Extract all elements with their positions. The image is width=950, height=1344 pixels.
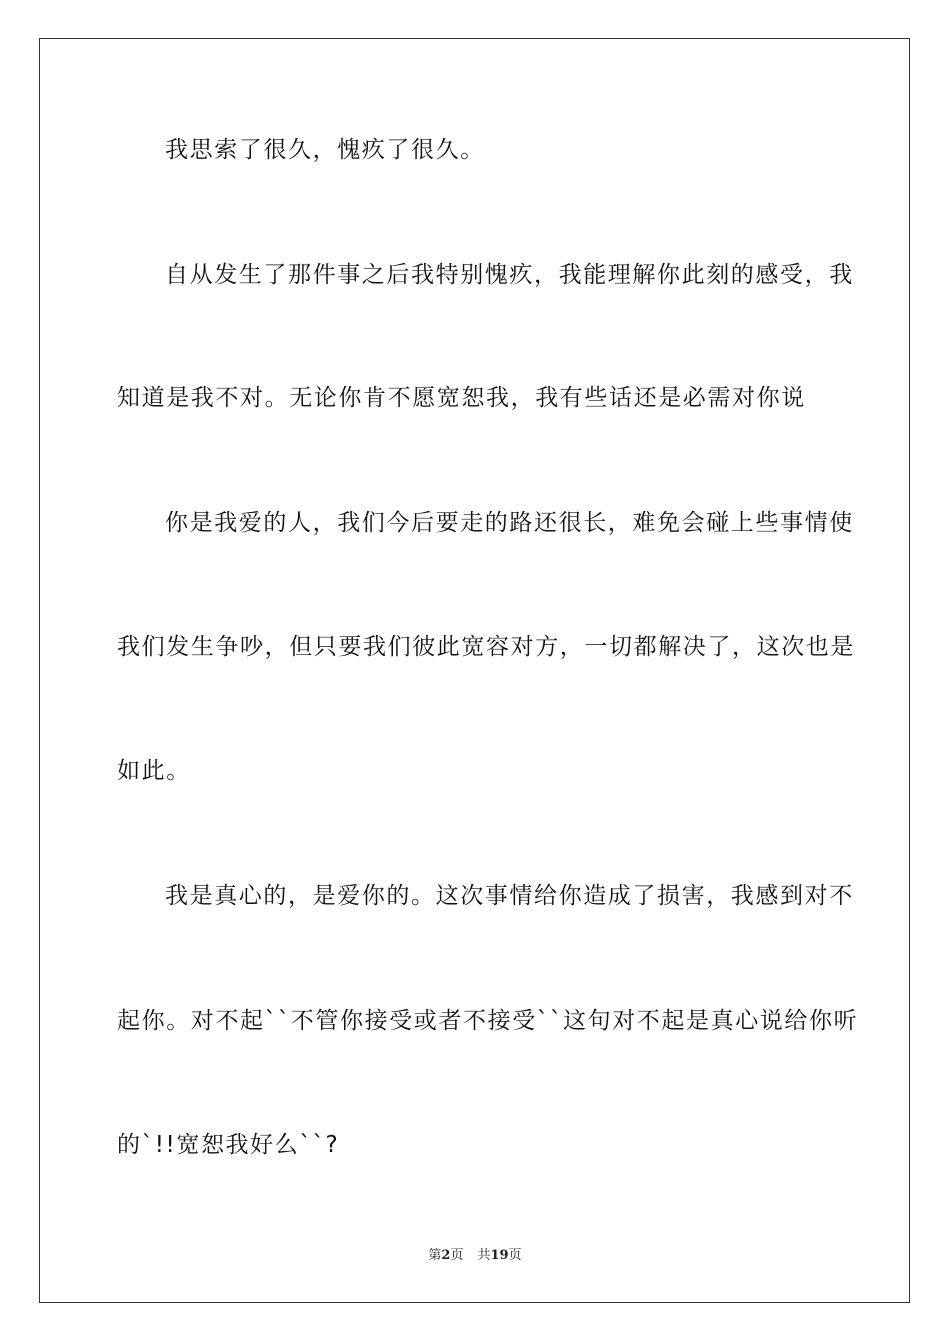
page-suffix: 页 [450, 1248, 464, 1263]
paragraph-line-1: 我思索了很久，愧疚了很久。 [165, 137, 485, 163]
paragraph-line-2: 自从发生了那件事之后我特别愧疚，我能理解你此刻的感受，我 [165, 262, 854, 288]
page-footer [0, 1247, 950, 1265]
total-prefix: 共 [477, 1248, 491, 1263]
total-suffix: 页 [508, 1248, 522, 1263]
paragraph-line-3: 知道是我不对。无论你肯不愿宽恕我，我有些话还是必需对你说 [117, 385, 806, 411]
page-number: 2 [441, 1248, 451, 1263]
paragraph-line-7: 我是真心的，是爱你的。这次事情给你造成了损害，我感到对不 [165, 883, 854, 909]
page-prefix: 第 [428, 1248, 442, 1263]
paragraph-line-6: 如此。 [117, 758, 191, 784]
paragraph-line-9: 的`!!宽恕我好么``? [117, 1132, 340, 1158]
paragraph-line-4: 你是我爱的人，我们今后要走的路还很长，难免会碰上些事情使 [165, 510, 854, 536]
page-frame [39, 38, 910, 1303]
total-pages: 19 [490, 1248, 509, 1263]
paragraph-line-5: 我们发生争吵，但只要我们彼此宽容对方，一切都解决了，这次也是 [117, 634, 855, 660]
paragraph-line-8: 起你。对不起``不管你接受或者不接受``这句对不起是真心说给你听 [117, 1008, 859, 1034]
